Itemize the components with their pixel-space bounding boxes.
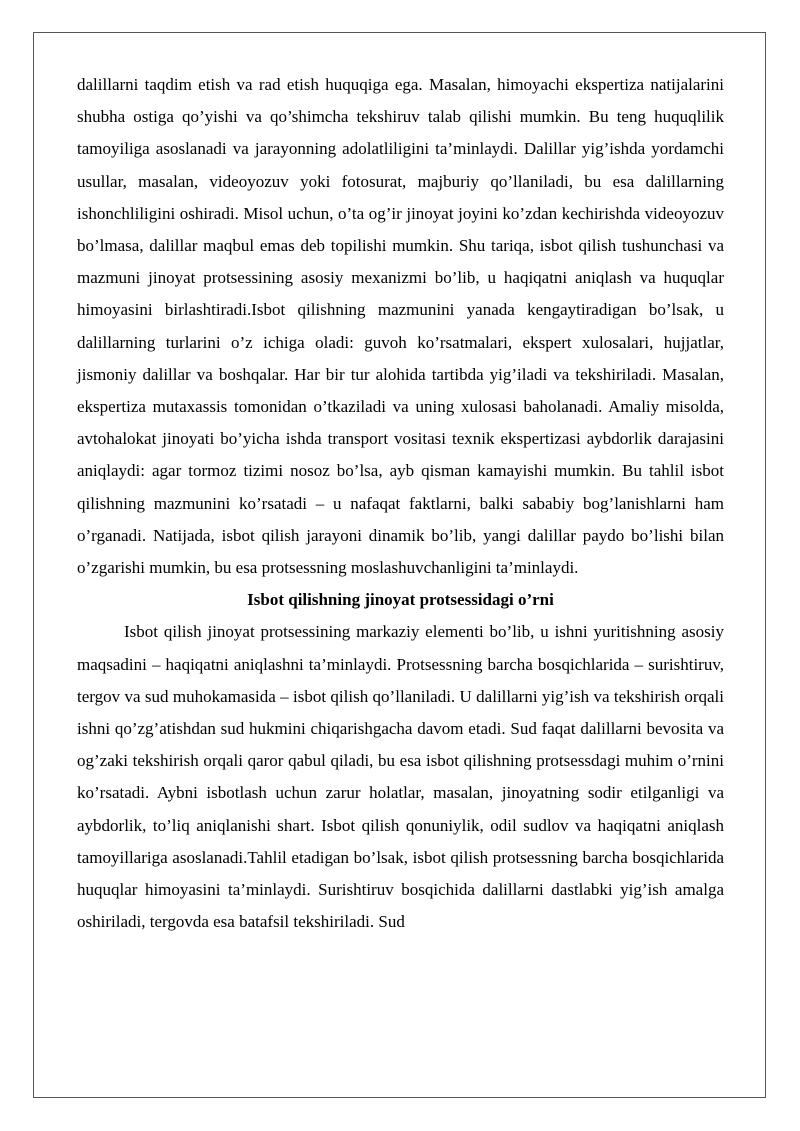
document-body bbox=[77, 69, 724, 938]
paragraph-1: dalillarni taqdim etish va rad etish huquqiga ega. Masalan, himoyachi ekspertiza natijalarini shubha ostiga qo’yishi va qo’shimcha tekshiruv talab qilishi mumkin. Bu teng huquqlilik tamoyiliga asoslanadi va jarayonning adolatliligini ta’minlaydi. Dalillar yig’ishda yordamchi usullar, masalan, videoyozuv yoki fotosurat, majburiy qo’llaniladi, bu esa dalillarning ishonchliligini oshiradi. Misol uchun, o’ta og’ir jinoyat joyini ko’zdan kechirishda videoyozuv bo’lmasa, dalillar maqbul emas deb topilishi mumkin. Shu tariqa, isbot qilish tushunchasi va mazmuni jinoyat protsessining asosiy mexanizmi bo’lib, u haqiqatni aniqlash va huquqlar himoyasini birlashtiradi.Isbot qilishning mazmunini yanada kengaytiradigan bo’lsak, u dalillarning turlarini o’z ichiga oladi: guvoh ko’rsatmalari, ekspert xulosalari, hujjatlar, jismoniy dalillar va boshqalar. Har bir tur alohida tartibda yig’iladi va tekshiriladi. Masalan, ekspertiza mutaxassis tomonidan o’tkaziladi va uning xulosasi baholanadi. Amaliy misolda, avtohalokat jinoyati bo’yicha ishda transport vositasi texnik ekspertizasi aybdorlik darajasini aniqlaydi: agar tormoz tizimi nosoz bo’lsa, ayb qisman kamayishi mumkin. Bu tahlil isbot qilishning mazmunini ko’rsatadi – u nafaqat faktlarni, balki sababiy bog’lanishlarni ham o’rganadi. Natijada, isbot qilish jarayoni dinamik bo’lib, yangi dalillar paydo bo’lishi bilan o’zgarishi mumkin, bu esa protsessning moslashuvchanligini ta’minlaydi. bbox=[77, 75, 724, 578]
section-heading: Isbot qilishning jinoyat protsessidagi o’rni bbox=[247, 590, 554, 610]
paragraph-2: Isbot qilish jinoyat protsessining markaziy elementi bo’lib, u ishni yuritishning asosiy maqsadini – haqiqatni aniqlashni ta’minlaydi. Protsessning barcha bosqichlarida – surishtiruv, tergov va sud muhokamasida – isbot qilish qo’llaniladi. U dalillarni yig’ish va tekshirish orqali ishni qo’zg’atishdan sud hukmini chiqarishgacha davom etadi. Sud faqat dalillarni bevosita va og’zaki tekshirish orqali qaror qabul qiladi, bu esa isbot qilishning protsessdagi muhim o’rnini ko’rsatadi. Aybni isbotlash uchun zarur holatlar, masalan, jinoyatning sodir etilganligi va aybdorlik, to’liq aniqlanishi shart. Isbot qilish qonuniylik, odil sudlov va haqiqatni aniqlash tamoyillariga asoslanadi.Tahlil etadigan bo’lsak, isbot qilish protsessning barcha bosqichlarida huquqlar himoyasini ta’minlaydi. Surishtiruv bosqichida dalillarni dastlabki yig’ish amalga oshiriladi, tergovda esa batafsil tekshiriladi. Sud bbox=[77, 622, 724, 932]
